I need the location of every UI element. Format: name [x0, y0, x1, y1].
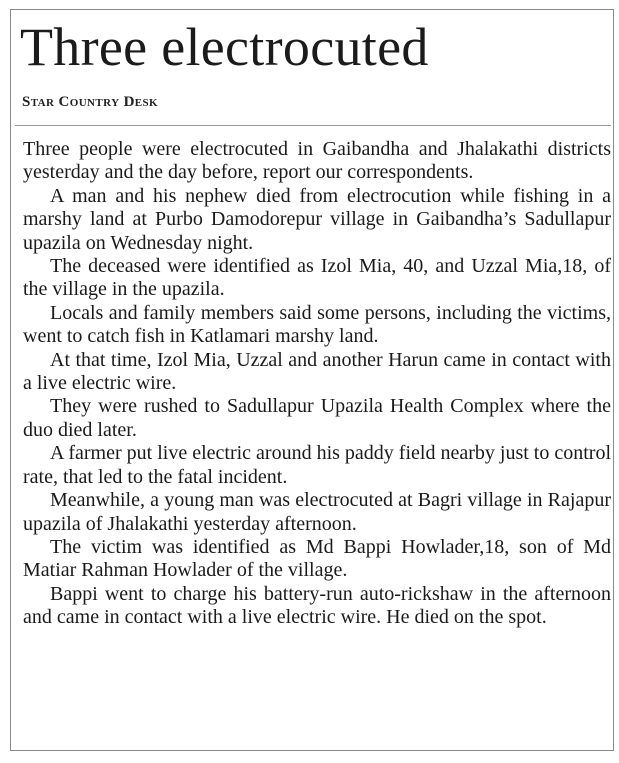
article-paragraph: The victim was identified as Md Bappi Howlader,18, son of Md Matiar Rahman Howlader of the village.: [23, 535, 611, 582]
article-paragraph: Bappi went to charge his battery-run auto-rickshaw in the afternoon and came in contact with a live electric wire. He died on the spot.: [23, 582, 611, 629]
clipping-border-right: [613, 9, 614, 751]
article-byline: Star Country Desk: [22, 94, 159, 110]
article-paragraph: They were rushed to Sadullapur Upazila Health Complex where the duo died later.: [23, 395, 611, 441]
byline-divider: [15, 125, 611, 126]
clipping-border-bottom: [10, 750, 614, 751]
article-paragraph: A farmer put live electric around his paddy field nearby just to control rate, that led to the fatal incident.: [23, 442, 611, 488]
article-paragraph: Three people were electrocuted in Gaibandha and Jhalakathi districts yesterday and the day before, report our correspondents.: [23, 138, 611, 184]
clipping-border-left: [10, 9, 11, 751]
clipping-border-top: [10, 9, 614, 10]
article-paragraph: At that time, Izol Mia, Uzzal and another Harun came in contact with a live electric wire.: [23, 348, 611, 395]
article-paragraph: The deceased were identified as Izol Mia, 40, and Uzzal Mia,18, of the village in the upazila.: [23, 255, 611, 301]
article-paragraph: Meanwhile, a young man was electrocuted at Bagri village in Rajapur upazila of Jhalakathi yesterday afternoon.: [23, 489, 611, 535]
article-paragraph: Locals and family members said some persons, including the victims, went to catch fish in Katlamari marshy land.: [23, 301, 611, 348]
article-paragraph: A man and his nephew died from electrocution while fishing in a marshy land at Purbo Damodorepur village in Gaibandha’s Sadullapur upazila on Wednesday night.: [23, 184, 611, 254]
article-body: [23, 138, 611, 630]
article-headline: Three electrocuted: [20, 17, 429, 77]
